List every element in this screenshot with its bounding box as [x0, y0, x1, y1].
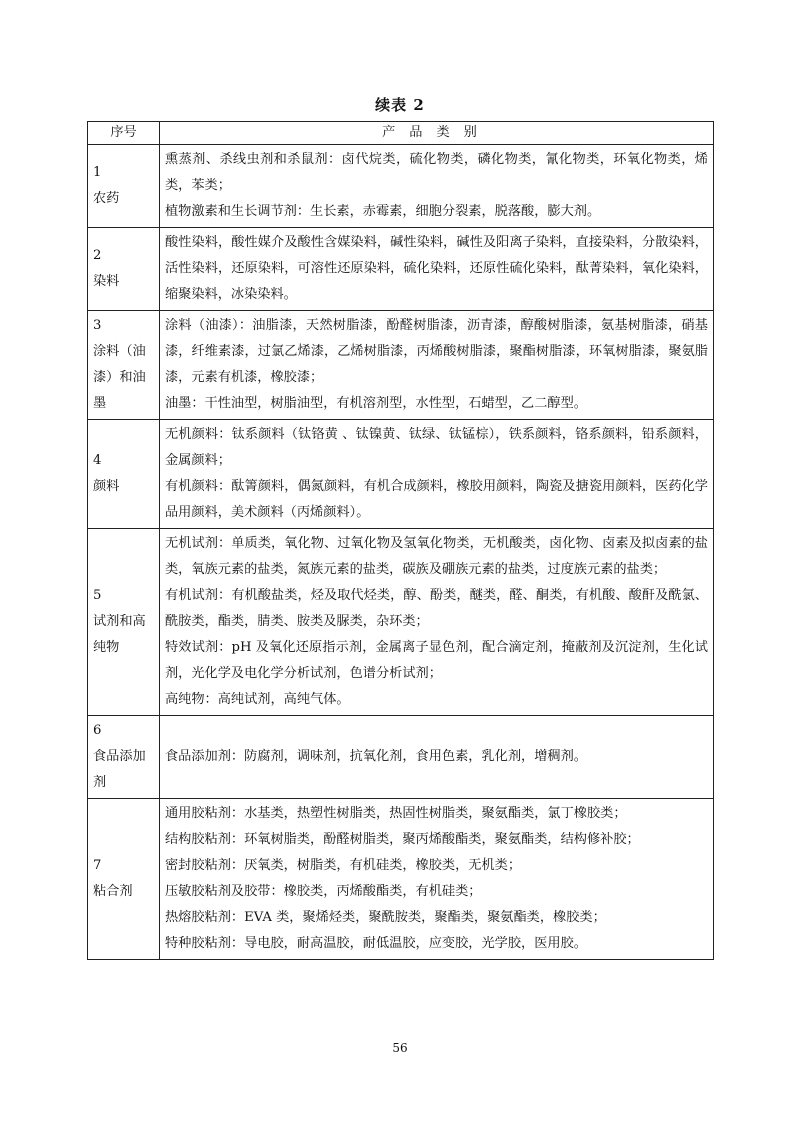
product-category-table	[87, 121, 714, 960]
content-line: 通用胶粘剂：水基类，热塑性树脂类，热固性树脂类，聚氨酯类，氯丁橡胶类；	[165, 806, 627, 821]
row-number: 1	[93, 165, 102, 180]
content-line: 有机试剂：有机酸盐类，烃及取代烃类，醇、酚类，醚类，醛、酮类，有机酸、酸酐及酰氯、酰胺类，酯类，腈类、胺类及脲类，杂环类；	[165, 588, 708, 629]
row-number: 5	[93, 588, 102, 603]
row-content-cell	[160, 799, 714, 960]
row-category-name: 粘合剂	[93, 884, 133, 899]
content-line: 酸性染料，酸性媒介及酸性含媒染料，碱性染料，碱性及阳离子染料，直接染料，分散染料，活性染料，还原染料，可溶性还原染料，硫化染料，还原性硫化染料，酞菁染料，氧化染料，缩聚染料，冰染染料。	[165, 235, 708, 302]
table-row	[88, 716, 714, 799]
row-content-cell	[160, 228, 714, 311]
header-category: 产品类别	[160, 122, 714, 145]
content-line: 涂料（油漆）：油脂漆，天然树脂漆，酚醛树脂漆，沥青漆，醇酸树脂漆，氨基树脂漆，硝基漆，纤维素漆，过氯乙烯漆，乙烯树脂漆，丙烯酸树脂漆，聚酯树脂漆，环氧树脂漆，聚氨脂漆，元素有机漆，橡胶漆；	[165, 318, 708, 385]
content-line: 无机颜料：钛系颜料（钛铬黄 、钛镍黄、钛绿、钛锰棕），铁系颜料，铬系颜料，铅系颜料，金属颜料；	[165, 427, 708, 468]
row-content-cell	[160, 716, 714, 799]
row-content-cell	[160, 529, 714, 716]
content-line: 热熔胶粘剂：EVA 类，聚烯烃类，聚酰胺类，聚酯类，聚氨酯类，橡胶类；	[165, 910, 606, 925]
content-line: 食品添加剂：防腐剂，调味剂，抗氧化剂，食用色素，乳化剂，增稠剂。	[165, 749, 587, 764]
table-row	[88, 799, 714, 960]
row-number: 3	[93, 318, 102, 333]
row-category-name: 染料	[93, 274, 120, 289]
page-number: 56	[392, 1041, 408, 1055]
table-caption: 续表 2	[375, 96, 425, 114]
row-number: 7	[93, 858, 102, 873]
row-number: 2	[93, 248, 102, 263]
row-category-name: 涂料（油漆）和油墨	[93, 344, 146, 411]
content-line: 高纯物：高纯试剂，高纯气体。	[165, 692, 350, 707]
row-category-name: 食品添加剂	[93, 749, 146, 790]
content-line: 油墨：干性油型，树脂油型，有机溶剂型，水性型，石蜡型，乙二醇型。	[165, 396, 587, 411]
content-line: 植物激素和生长调节剂：生长素，赤霉素，细胞分裂素，脱落酸，膨大剂。	[165, 204, 601, 219]
table-row	[88, 145, 714, 228]
row-index-cell	[88, 716, 160, 799]
content-line: 压敏胶粘剂及胶带：橡胶类，丙烯酸酯类，有机硅类；	[165, 884, 482, 899]
content-line: 熏蒸剂、杀线虫剂和杀鼠剂：卤代烷类，硫化物类，磷化物类，氰化物类，环氧化物类，烯类，苯类；	[165, 152, 708, 193]
table-row	[88, 529, 714, 716]
table-row	[88, 311, 714, 420]
row-index-cell	[88, 420, 160, 529]
row-category-name: 农药	[93, 191, 120, 206]
row-content-cell	[160, 420, 714, 529]
content-line: 结构胶粘剂：环氧树脂类，酚醛树脂类，聚丙烯酸酯类，聚氨酯类，结构修补胶；	[165, 832, 640, 847]
header-index: 序号	[88, 122, 160, 145]
content-line: 无机试剂：单质类，氧化物、过氧化物及氢氧化物类，无机酸类，卤化物、卤素及拟卤素的盐类，氧族元素的盐类，氮族元素的盐类，碳族及硼族元素的盐类，过度族元素的盐类；	[165, 536, 708, 577]
table-row	[88, 228, 714, 311]
content-line: 特种胶粘剂：导电胶，耐高温胶，耐低温胶，应变胶，光学胶，医用胶。	[165, 936, 587, 951]
row-content-cell	[160, 145, 714, 228]
row-number: 6	[93, 723, 102, 738]
row-index-cell	[88, 145, 160, 228]
table-header-row	[88, 122, 714, 145]
row-category-name: 试剂和高纯物	[93, 614, 146, 655]
content-line: 有机颜料：酞箐颜料，偶氮颜料，有机合成颜料，橡胶用颜料，陶瓷及搪瓷用颜料，医药化学品用颜料，美术颜料（丙烯颜料）。	[165, 479, 708, 520]
table-row	[88, 420, 714, 529]
row-index-cell	[88, 799, 160, 960]
content-line: 密封胶粘剂：厌氧类，树脂类，有机硅类，橡胶类，无机类；	[165, 858, 522, 873]
row-index-cell	[88, 529, 160, 716]
row-category-name: 颜料	[93, 479, 120, 494]
row-number: 4	[93, 453, 102, 468]
content-line: 特效试剂：pH 及氧化还原指示剂，金属离子显色剂，配合滴定剂，掩蔽剂及沉淀剂，生化试剂，光化学及电化学分析试剂，色谱分析试剂；	[165, 640, 708, 681]
row-index-cell	[88, 228, 160, 311]
row-index-cell	[88, 311, 160, 420]
row-content-cell	[160, 311, 714, 420]
